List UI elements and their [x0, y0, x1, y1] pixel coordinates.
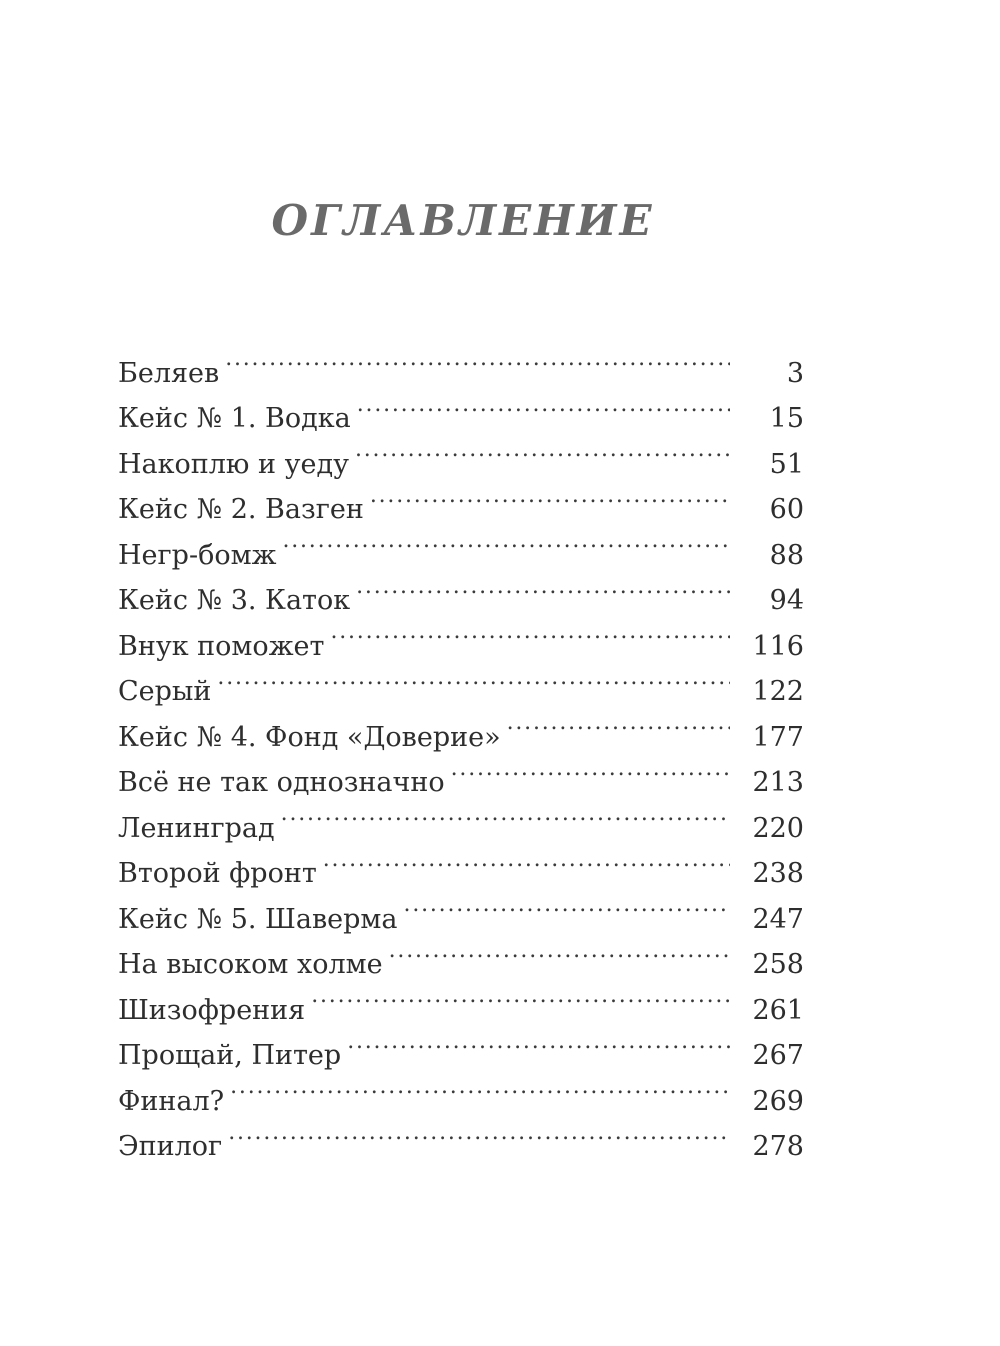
toc-entry-title: Кейс № 2. Вазген — [118, 494, 364, 525]
toc-entry-page-number: 213 — [752, 767, 804, 798]
toc-entry-page-number: 94 — [769, 585, 804, 616]
toc-entry-page-number: 88 — [769, 539, 804, 571]
toc-entry — [118, 382, 804, 434]
toc-entry-page-number: 60 — [769, 494, 804, 525]
toc-entry-title: Ленинград — [118, 812, 275, 844]
toc-entry-title: Прощай, Питер — [118, 1040, 342, 1071]
toc-entry-title: Кейс № 4. Фонд «Доверие» — [118, 721, 501, 753]
page-title: ОГЛАВЛЕНИЕ — [271, 196, 655, 245]
toc-dot-leader — [356, 564, 730, 610]
toc-entry-title: Кейс № 3. Каток — [118, 585, 351, 616]
toc-dot-leader — [370, 473, 730, 519]
toc-dot-leader — [451, 746, 730, 792]
toc-entry-page-number: 278 — [752, 1131, 804, 1162]
toc-entry — [118, 655, 804, 707]
toc-entry-page-number: 238 — [752, 858, 804, 889]
toc-entry-title: Кейс № 1. Водка — [118, 403, 351, 434]
toc-dot-leader — [228, 1110, 730, 1156]
toc-dot-leader — [225, 336, 730, 382]
toc-entry-page-number: 269 — [752, 1085, 804, 1117]
toc-entry-title: Финал? — [118, 1085, 225, 1117]
toc-dot-leader — [230, 1064, 730, 1110]
toc-entry-title: Внук поможет — [118, 630, 325, 662]
toc-entry-page-number: 267 — [752, 1040, 804, 1071]
toc-entry-page-number: 51 — [769, 448, 804, 480]
toc-entry-title: Негр-бомж — [118, 539, 277, 571]
toc-entry-page-number: 177 — [752, 721, 804, 753]
toc-dot-leader — [330, 609, 730, 655]
toc-entry-page-number: 122 — [752, 676, 804, 707]
toc-dot-leader — [311, 973, 730, 1019]
toc-entry-page-number: 261 — [752, 994, 804, 1026]
toc-entry-title: Серый — [118, 676, 212, 707]
toc-entry-title: На высоком холме — [118, 949, 383, 980]
toc-dot-leader — [507, 700, 730, 746]
toc-dot-leader — [389, 928, 730, 974]
toc-dot-leader — [323, 837, 730, 883]
toc-entry-title: Беляев — [118, 357, 220, 389]
toc-dot-leader — [281, 791, 730, 837]
toc-entry-page-number: 3 — [786, 357, 804, 389]
toc-entry-page-number: 116 — [752, 630, 804, 662]
toc-entry-title: Накоплю и уеду — [118, 448, 349, 480]
toc-dot-leader — [217, 655, 730, 701]
toc-entry-page-number: 15 — [769, 403, 804, 434]
toc-entry-title: Второй фронт — [118, 858, 317, 889]
toc-dot-leader — [347, 1019, 730, 1065]
toc-entry-page-number: 220 — [752, 812, 804, 844]
toc-entry-title: Всё не так однозначно — [118, 767, 445, 798]
toc-dot-leader — [282, 518, 730, 564]
toc-entry-title: Эпилог — [118, 1131, 223, 1162]
toc-entry — [118, 336, 804, 389]
toc-entry-title: Шизофрения — [118, 994, 306, 1026]
toc-dot-leader — [357, 382, 730, 428]
toc-dot-leader — [355, 427, 730, 473]
toc-entry-page-number: 247 — [752, 903, 804, 935]
toc-entry-title: Кейс № 5. Шаверма — [118, 903, 398, 935]
table-of-contents — [118, 336, 804, 1162]
toc-dot-leader — [404, 882, 730, 928]
toc-entry-page-number: 258 — [752, 949, 804, 980]
toc-entry — [118, 700, 804, 753]
